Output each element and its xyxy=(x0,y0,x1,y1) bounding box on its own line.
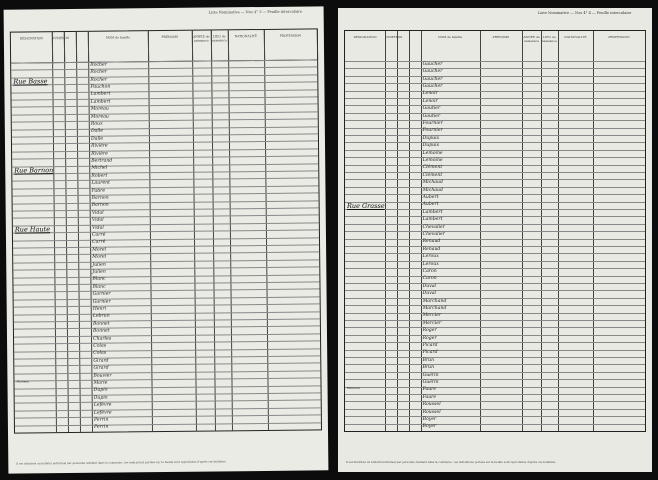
surname-cell: Henri xyxy=(92,306,107,312)
surname-cell: Julien xyxy=(92,262,106,268)
table-row xyxy=(13,207,319,211)
surname-cell: Gaucher xyxy=(422,61,443,67)
column-header-label xyxy=(64,32,76,36)
surname-cell: Picard xyxy=(422,350,438,356)
surname-cell: Roux xyxy=(90,121,103,127)
surname-cell: Barnon xyxy=(91,202,109,209)
surname-cell: Picard xyxy=(422,342,438,348)
surname-cell: Marchand xyxy=(422,298,447,304)
table-row xyxy=(11,67,317,71)
table-row xyxy=(12,170,318,174)
table-row xyxy=(13,252,319,256)
table-row xyxy=(345,335,645,336)
surname-cell: Vidal xyxy=(91,217,104,223)
table-row xyxy=(14,333,320,337)
surname-cell: Marie xyxy=(93,380,108,386)
column-header-label: DÉSIGNATION xyxy=(353,35,377,39)
footnote: Il est distribué un bulletin individuel par personne résidant dans la commune ; les indications portées sur la feuille sont reproduites d'après ces bulletins. xyxy=(346,459,556,464)
page-header: Liste Nominative — Nos 4° 3 — Feuille intercalaire xyxy=(208,9,303,15)
surname-cell: Dupuis xyxy=(422,135,439,141)
surname-cell: Bonnet xyxy=(92,321,110,327)
table-row xyxy=(12,141,318,145)
table-row xyxy=(345,128,645,129)
column-header-label: ANNÉE de naissance xyxy=(192,34,210,43)
column-header-label xyxy=(76,32,88,36)
surname-cell: Rocher xyxy=(90,77,108,83)
table-row xyxy=(12,156,318,160)
surname-cell: Garnier xyxy=(92,299,111,305)
surname-cell: Mercier xyxy=(422,313,442,319)
table-row xyxy=(15,422,321,426)
table-row xyxy=(345,194,645,195)
column-header xyxy=(228,30,265,60)
surname-cell: Girard xyxy=(93,365,109,371)
surname-cell: Gaucher xyxy=(422,69,443,75)
page-header: Liste Nominative — Nos 4° 4 — Feuille intercalaire xyxy=(538,11,632,15)
surname-cell: Mercier xyxy=(422,320,442,326)
surname-cell: Gautier xyxy=(422,113,441,119)
surname-cell: Lambert xyxy=(422,209,443,215)
surname-cell: Colas xyxy=(93,350,107,357)
surname-cell: Renaud xyxy=(422,239,441,245)
table-row xyxy=(14,318,320,322)
column-header-label: PROFESSION xyxy=(279,33,302,38)
street-name: Rue Grasse xyxy=(347,201,385,210)
column-header-label: NOM de famille xyxy=(105,35,131,40)
table-row xyxy=(12,104,318,108)
surname-cell: Duval xyxy=(422,291,437,297)
surname-cell: Lemoine xyxy=(422,150,443,156)
column-header xyxy=(192,31,213,61)
column-header-label xyxy=(397,31,409,35)
surname-cell: Boyer xyxy=(422,416,437,422)
surname-cell: Vidal xyxy=(91,225,104,231)
table-row xyxy=(345,387,645,388)
table-row xyxy=(345,276,645,277)
table-row xyxy=(345,120,645,121)
surname-cell: Roussel xyxy=(422,409,441,415)
footnote: Il est distribué un bulletin individuel par personne résidant dans la commune ; les indications portées sur la feuille sont reproduites d'après ces bulletins. xyxy=(16,458,227,466)
surname-cell: Guérin xyxy=(422,379,439,385)
column-header-label: PROFESSION xyxy=(608,35,630,39)
column-header-label: NUMÉROS xyxy=(51,36,70,41)
surname-cell: Marchand xyxy=(422,305,447,311)
table-row xyxy=(13,281,319,285)
table-row xyxy=(15,415,321,419)
table-row xyxy=(345,313,645,314)
surname-cell: Brun xyxy=(422,357,435,363)
table-row xyxy=(345,268,645,269)
table-row xyxy=(345,261,645,262)
column-header xyxy=(211,30,229,60)
table-row xyxy=(345,231,645,232)
table-row xyxy=(345,172,645,173)
surname-cell: Girard xyxy=(93,358,109,364)
table-row xyxy=(345,83,645,84)
column-header xyxy=(88,31,150,62)
column-header-label: NATIONALITÉ xyxy=(564,35,587,39)
surname-cell: Guérin xyxy=(422,372,439,378)
column-header-label: NATIONALITÉ xyxy=(234,34,258,39)
surname-cell: Roussel xyxy=(422,402,441,408)
surname-cell: Clément xyxy=(422,165,443,171)
column-header-label: PRÉNOMS xyxy=(492,35,510,39)
table-row xyxy=(345,91,645,92)
table-row xyxy=(11,89,317,93)
surname-cell: Barnon xyxy=(91,195,109,201)
table-row xyxy=(14,296,320,300)
table-row xyxy=(13,259,319,263)
surname-cell: Lambert xyxy=(422,217,443,223)
surname-cell: Lemoine xyxy=(422,157,443,163)
table-row xyxy=(345,394,645,395)
table-row xyxy=(345,142,645,143)
table-row xyxy=(345,357,645,358)
table-row xyxy=(345,216,645,217)
surname-cell: Chevalier xyxy=(422,231,445,237)
table-row xyxy=(345,350,645,351)
surname-cell: Faure xyxy=(422,387,437,393)
table-row xyxy=(12,96,318,100)
table-row xyxy=(14,378,320,382)
surname-cell: Duval xyxy=(422,283,437,289)
table-row xyxy=(15,400,321,404)
column-header-label: PRÉNOMS xyxy=(161,34,179,40)
table-row xyxy=(345,165,645,166)
surname-cell: Rocher xyxy=(90,69,108,75)
table-row xyxy=(11,74,317,78)
table-row xyxy=(11,82,317,86)
surname-cell: Charles xyxy=(93,336,112,342)
table-row xyxy=(345,372,645,373)
column-header xyxy=(421,31,481,61)
column-header xyxy=(558,31,594,61)
surname-cell: Lambert xyxy=(90,91,111,98)
table-row xyxy=(13,215,319,219)
census-table xyxy=(344,30,646,432)
surname-cell: Roger xyxy=(422,328,437,334)
table-row xyxy=(13,200,319,204)
column-header xyxy=(593,31,646,61)
column-header-label: NUMÉROS xyxy=(385,35,403,39)
surname-cell: Colas xyxy=(93,343,107,349)
side-note: Hameau xyxy=(16,379,30,384)
surname-cell: Bonnet xyxy=(93,328,110,334)
surname-cell: Dalle xyxy=(90,128,104,135)
column-header xyxy=(480,31,524,61)
surname-cell: Perrin xyxy=(94,424,109,431)
surname-cell: Dalle xyxy=(91,136,104,142)
table-row xyxy=(345,246,645,247)
table-row xyxy=(345,105,645,106)
surname-cell: Pauchon xyxy=(90,84,111,90)
surname-cell: Robert xyxy=(91,173,108,179)
surname-cell: Moreau xyxy=(90,106,109,112)
surname-cell: Perrin xyxy=(93,417,109,423)
surname-cell: Michel xyxy=(91,165,108,172)
surname-cell: Carré xyxy=(92,239,106,246)
surname-cell: Caron xyxy=(422,268,437,274)
table-row xyxy=(345,283,645,284)
surname-cell: Roger xyxy=(422,335,437,341)
table-row xyxy=(14,355,320,359)
table-row xyxy=(345,401,645,402)
table-row xyxy=(14,304,320,308)
table-row xyxy=(345,253,645,254)
surname-cell: Brun xyxy=(422,365,435,371)
surname-cell: Gautier xyxy=(422,106,441,112)
surname-cell: Gaucher xyxy=(422,83,443,89)
surname-cell: Rocher xyxy=(90,62,107,68)
table-row xyxy=(13,244,319,248)
table-row xyxy=(12,148,318,152)
surname-cell: Fabre xyxy=(91,188,106,194)
street-name: Rue Basse xyxy=(13,77,48,86)
surname-cell: Faure xyxy=(422,394,437,400)
surname-cell: Leroux xyxy=(422,254,439,260)
surname-cell: Laurent xyxy=(91,180,110,186)
left-page xyxy=(4,6,329,473)
surname-cell: Renaud xyxy=(422,246,441,252)
surname-cell: Lenoir xyxy=(422,98,438,104)
table-row xyxy=(13,230,319,234)
table-row xyxy=(13,274,319,278)
table-row xyxy=(345,416,645,417)
table-row xyxy=(14,363,320,367)
table-row xyxy=(15,385,321,389)
table-row xyxy=(345,202,645,203)
surname-cell: Blanc xyxy=(92,276,106,283)
side-note: Hameau xyxy=(347,385,360,390)
surname-cell: Lebrun xyxy=(92,313,110,320)
surname-cell: Blanc xyxy=(92,284,106,290)
table-row xyxy=(345,320,645,321)
street-name: Rue Haute xyxy=(14,225,51,234)
table-row xyxy=(345,61,645,62)
column-header xyxy=(522,31,542,61)
table-row xyxy=(345,150,645,151)
street-name: Rue Barnon xyxy=(14,165,54,175)
column-header-label: LIEU de naissance xyxy=(211,34,227,43)
surname-cell: Aubert xyxy=(422,194,439,200)
surname-cell: Caron xyxy=(422,276,437,282)
column-header-label xyxy=(409,31,421,35)
surname-cell: Moreau xyxy=(90,114,109,120)
column-header xyxy=(264,29,318,60)
surname-cell: Carré xyxy=(92,232,106,238)
table-row xyxy=(12,185,318,189)
table-row xyxy=(13,267,319,271)
column-header xyxy=(345,31,386,61)
table-row xyxy=(345,68,645,69)
column-header-label: DÉSIGNATION xyxy=(19,36,43,41)
right-page xyxy=(338,8,652,472)
table-row xyxy=(345,135,645,136)
table-row xyxy=(345,98,645,99)
surname-cell: Clément xyxy=(422,172,443,178)
column-header-label: ANNÉE de naissance xyxy=(523,35,540,43)
table-row xyxy=(345,157,645,158)
table-row xyxy=(345,409,645,410)
surname-cell: Leroux xyxy=(422,261,439,267)
table-row xyxy=(345,179,645,180)
surname-cell: Michaud xyxy=(422,187,443,193)
surname-cell: Morel xyxy=(92,247,107,253)
column-header-label: LIEU de naissance xyxy=(541,35,557,43)
surname-cell: Rivière xyxy=(91,143,108,149)
table-row xyxy=(345,290,645,291)
table-row xyxy=(345,209,645,210)
table-row xyxy=(345,342,645,343)
surname-cell: Boyer xyxy=(422,424,437,430)
surname-cell: Dupuis xyxy=(422,143,439,149)
surname-cell: Michaud xyxy=(422,180,443,186)
surname-cell: Dupin xyxy=(93,387,108,394)
surname-cell: Aubert xyxy=(422,202,439,208)
surname-cell: Rivière xyxy=(91,151,108,157)
table-row xyxy=(12,111,318,115)
surname-cell: Dupin xyxy=(93,395,108,401)
column-header xyxy=(148,31,193,61)
table-row xyxy=(14,341,320,345)
table-row xyxy=(14,348,320,352)
surname-cell: Lefèvre xyxy=(93,410,112,416)
table-row xyxy=(14,326,320,330)
table-row xyxy=(14,370,320,374)
census-table xyxy=(10,28,322,433)
table-row xyxy=(345,379,645,380)
table-row xyxy=(345,113,645,114)
table-row xyxy=(14,311,320,315)
table-row xyxy=(345,298,645,299)
table-row xyxy=(13,222,319,226)
surname-cell: Bouvier xyxy=(93,373,112,379)
table-row xyxy=(15,407,321,411)
table-row xyxy=(12,133,318,137)
table-row xyxy=(15,392,321,396)
table-row xyxy=(345,187,645,188)
surname-cell: Fournier xyxy=(422,120,443,126)
surname-cell: Morel xyxy=(92,254,107,260)
surname-cell: Lenoir xyxy=(422,91,438,97)
surname-cell: Lefèvre xyxy=(93,402,112,408)
surname-cell: Garnier xyxy=(92,291,111,297)
column-header xyxy=(541,31,559,61)
table-row xyxy=(12,163,318,167)
surname-cell: Vidal xyxy=(91,210,104,216)
table-row xyxy=(12,126,318,130)
surname-cell: Julien xyxy=(92,269,106,275)
column-header xyxy=(11,32,53,62)
table-row xyxy=(12,119,318,123)
surname-cell: Lambert xyxy=(90,99,111,105)
column-header-label: NOM de famille xyxy=(438,35,463,39)
table-row xyxy=(12,178,318,182)
surname-cell: Bertrand xyxy=(91,158,113,164)
surname-cell: Fournier xyxy=(422,128,443,134)
table-row xyxy=(14,289,320,293)
table-row xyxy=(345,239,645,240)
surname-cell: Gaucher xyxy=(422,76,443,82)
table-row xyxy=(345,224,645,225)
table-row xyxy=(345,305,645,306)
table-row xyxy=(13,237,319,241)
table-row xyxy=(345,327,645,328)
table-row xyxy=(345,76,645,77)
table-row xyxy=(345,424,645,425)
surname-cell: Chevalier xyxy=(422,224,445,230)
table-row xyxy=(13,193,319,197)
table-row xyxy=(345,364,645,365)
